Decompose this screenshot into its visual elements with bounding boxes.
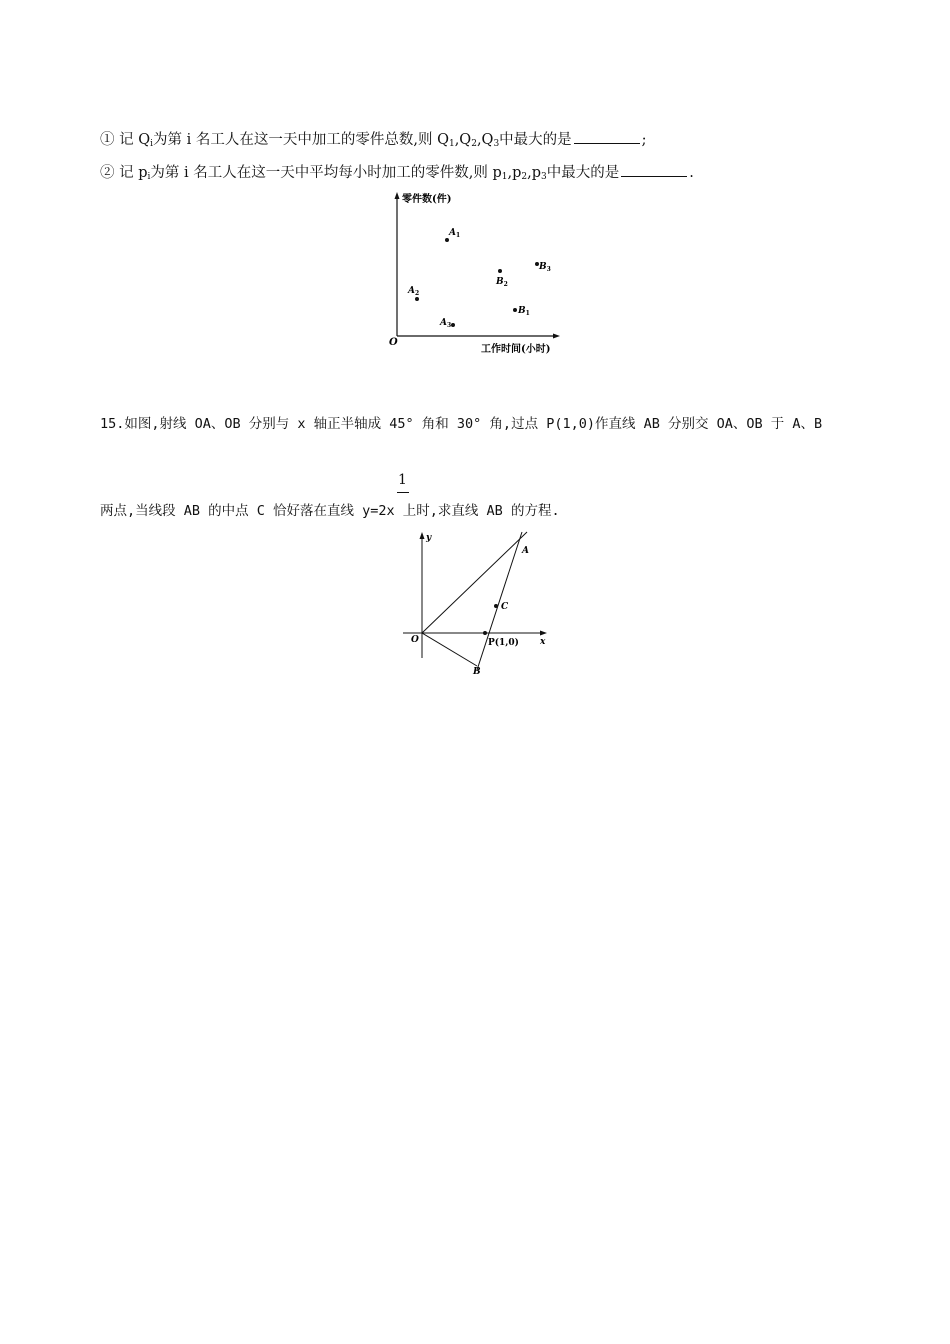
point-a1 xyxy=(445,238,449,242)
point-b1 xyxy=(513,308,517,312)
item2-c1: ,p xyxy=(507,165,522,181)
label-c: C xyxy=(501,602,509,612)
point-b2 xyxy=(498,269,502,273)
q14-item2 xyxy=(100,163,694,187)
item1-c2: ,Q xyxy=(476,132,494,148)
item1-pre: 记 Q xyxy=(119,132,151,148)
sub: 1 xyxy=(448,139,455,149)
label-a: A xyxy=(522,546,529,556)
label-a3: $A_3$ xyxy=(440,318,452,329)
line2-pre: 两点,当线段 AB 的中点 C 恰好落在直线 y= xyxy=(100,503,379,519)
item2-end: . xyxy=(689,165,694,181)
y-axis-arrow xyxy=(420,532,425,539)
item2-pre: 记 p xyxy=(119,165,148,181)
q15-line1: 15.如图,射线 OA、OB 分别与 x 轴正半轴成 45° 角和 30° 角,过点 P(1,0)作直线 AB 分别交 OA、OB 于 A、B xyxy=(100,416,823,432)
origin-label: O xyxy=(389,337,398,348)
ray-oa xyxy=(422,532,527,633)
line-ab xyxy=(477,532,522,670)
point-p xyxy=(483,631,487,635)
worker-scatter-figure xyxy=(380,190,580,360)
y-axis-arrow xyxy=(395,192,400,199)
label-b3: $B_3$ xyxy=(539,262,551,273)
label-o: O xyxy=(411,635,419,645)
label-b2: $B_2$ xyxy=(496,277,508,288)
rays-figure xyxy=(395,528,555,678)
item2-post: 中最大的是 xyxy=(546,165,620,181)
label-p: P(1,0) xyxy=(488,638,519,648)
label-x: x xyxy=(540,637,546,647)
q14-item1 xyxy=(100,130,647,154)
q15-line2 xyxy=(100,501,560,521)
circle-number-1: ① xyxy=(100,132,115,148)
label-b1: $B_1$ xyxy=(518,306,530,317)
fraction-bar xyxy=(397,492,409,493)
item2-mid: 为第 i 名工人在这一天中平均每小时加工的零件数,则 p xyxy=(150,165,502,181)
sub: i xyxy=(147,172,151,182)
item1-post: 中最大的是 xyxy=(499,132,572,148)
item2-c2: ,p xyxy=(527,165,542,181)
sub: 2 xyxy=(471,139,477,149)
sub: 1 xyxy=(501,172,508,182)
label-a1: $A_1$ xyxy=(449,228,461,239)
item1-c1: ,Q xyxy=(454,132,472,148)
sub: 2 xyxy=(521,172,528,182)
x-axis-arrow xyxy=(553,334,560,339)
label-a2: $A_2$ xyxy=(408,286,420,297)
item1-mid: 为第 i 名工人在这一天中加工的零件总数,则 Q xyxy=(153,132,449,148)
label-b: B xyxy=(473,667,481,677)
point-a2 xyxy=(415,297,419,301)
sub: 3 xyxy=(493,139,500,149)
sub: 3 xyxy=(541,172,547,182)
circle-number-2: ② xyxy=(100,165,115,181)
point-a3 xyxy=(451,323,455,327)
answer-blank-2[interactable] xyxy=(621,163,687,177)
fraction-denominator: 2 xyxy=(378,503,387,519)
x-axis-arrow xyxy=(540,631,547,636)
fraction-numerator: 1 xyxy=(398,472,407,488)
point-c xyxy=(494,604,498,608)
ray-ob xyxy=(422,633,477,666)
label-y: y xyxy=(426,533,432,543)
y-axis-label: 零件数(件) xyxy=(402,194,452,205)
line2-post: x 上时,求直线 AB 的方程. xyxy=(386,503,560,519)
answer-blank-1[interactable] xyxy=(574,130,640,144)
sub: i xyxy=(150,139,153,149)
item1-end: ; xyxy=(641,132,647,148)
x-axis-label: 工作时间(小时) xyxy=(481,344,551,355)
